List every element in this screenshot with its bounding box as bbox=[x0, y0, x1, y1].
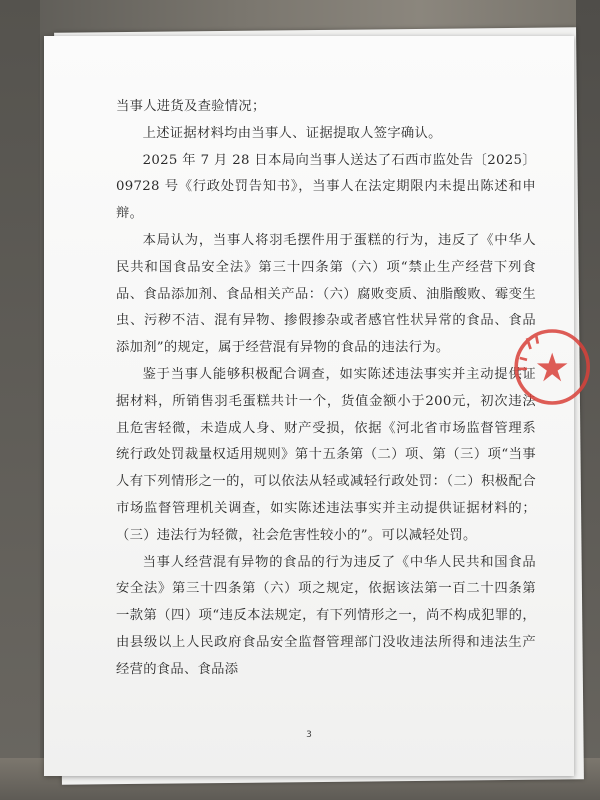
document-body bbox=[116, 94, 536, 684]
document-page bbox=[44, 36, 574, 776]
paragraph-2: 上述证据材料均由当事人、证据提取人签字确认。 bbox=[142, 125, 442, 141]
paragraph-3: 2025 年 7 月 28 日本局向当事人送达了石西市监处告〔2025〕09728 号《行政处罚告知书》，当事人在法定期限内未提出陈述和申辩。 bbox=[116, 152, 536, 222]
table-surface-left bbox=[0, 0, 40, 800]
red-seal-icon bbox=[500, 322, 590, 412]
page-number: 3 bbox=[306, 730, 312, 740]
paragraph-1: 当事人进货及查验情况； bbox=[116, 99, 266, 114]
paragraph-6: 当事人经营混有异物的食品的行为违反了《中华人民共和国食品安全法》第三十四条第（六）项之规定，依据该法第一百二十四条第一款第（四）项“违反本法规定，有下列情形之一，尚不构成犯罪的，由县级以上人民政府食品安全监督管理部门没收违法所得和违法生产经营的食品、食品添 bbox=[116, 554, 536, 677]
paragraph-5: 鉴于当事人能够积极配合调查，如实陈述违法事实并主动提供证据材料，所销售羽毛蛋糕共计一个，货值金额小于200元，初次违法且危害轻微，未造成人身、财产受损，依据《河北省市场监督管理系统行政处罚裁量权适用规则》第十五条第（二）项、第（三）项“当事人有下列情形之一的，可以依法从轻或减轻行政处罚：（二）积极配合市场监督管理机关调查，如实陈述违法事实并主动提供证据材料的；（三）违法行为轻微，社会危害性较小的”。可以减轻处罚。 bbox=[116, 366, 536, 543]
paragraph-4: 本局认为，当事人将羽毛摆件用于蛋糕的行为，违反了《中华人民共和国食品安全法》第三十四条第（六）项“禁止生产经营下列食品、食品添加剂、食品相关产品：（六）腐败变质、油脂酸败、霉变生虫、污秽不洁、混有异物、掺假掺杂或者感官性状异常的食品、食品添加剂”的规定，属于经营混有异物的食品的违法行为。 bbox=[116, 232, 536, 356]
